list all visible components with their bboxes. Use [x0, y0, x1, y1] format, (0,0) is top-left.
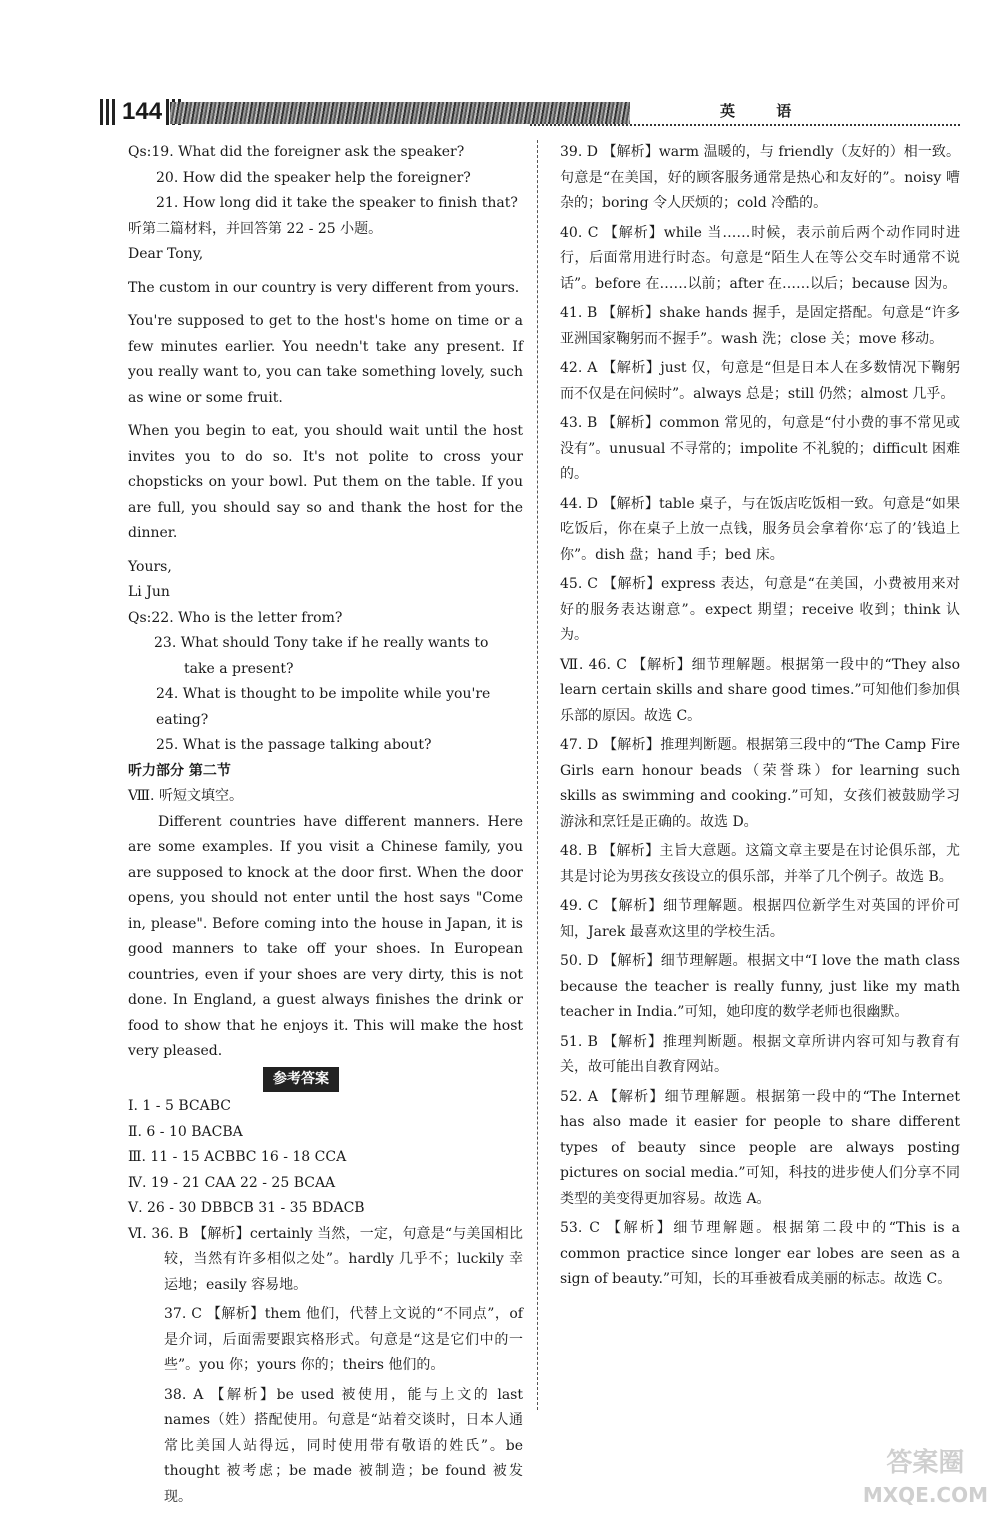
- question: 21. How long did it take the speaker to finish that?: [156, 195, 518, 211]
- question: 20. How did the speaker help the foreigner?: [156, 169, 471, 186]
- listening-passage: Different countries have different manners. Here are some examples. If you visit a Chinese family, you are supposed to knock at the door first. When the door opens, you should not enter until the host says "Come in, please". Before coming into the house in Japan, it is good manners to take off your shoes. In European countries, even if your shoes are very dirty, this is not done. In England, a guest always finishes the drink or food to show that he enjoys it. This will make the host very pleased.: [128, 813, 523, 1059]
- answer-line: Ⅰ. 1 - 5 BCABC: [128, 1098, 231, 1114]
- page-number: 144: [122, 98, 163, 125]
- header-rule: [530, 124, 960, 126]
- right-column: [560, 140, 960, 1297]
- letter-paragraph: You're supposed to get to the host's home on time or a few minutes earlier. You needn't take any present. If you really want to, you can take something lovely, such as wine or some fruit.: [128, 313, 523, 406]
- question: 25. What is the passage talking about?: [156, 737, 432, 753]
- letter-signature: Li Jun: [128, 584, 170, 600]
- watermark-text: 答案圈: [886, 1448, 965, 1478]
- letter-greeting: Dear Tony,: [128, 246, 204, 262]
- barcode-decoration: [100, 99, 118, 125]
- explanation-item: 53. C 【解析】细节理解题。根据第二段中的“This is a common practice since longer ear lobes are seen as a sign of beauty.”可知，长的耳垂被看成美丽的标志。故选 C。: [560, 1220, 960, 1287]
- letter-paragraph: When you begin to eat, you should wait until the host invites you to do so. It's not polite to cross your chopsticks on your bowl. Put them on the table. If you are full, you should say so and thank the host for the dinner.: [128, 423, 523, 541]
- left-column: [128, 140, 523, 1514]
- explanation-item: 48. B 【解析】主旨大意题。这篇文章主要是在讨论俱乐部，尤其是讨论为男孩女孩设立的俱乐部，并举了几个例子。故选 B。: [560, 843, 960, 885]
- question: Qs:19. What did the foreigner ask the speaker?: [128, 144, 465, 160]
- page-header: [100, 96, 960, 132]
- question: Qs:22. Who is the letter from?: [128, 609, 343, 626]
- section-title: 听力部分 第二节: [128, 762, 231, 779]
- explanation-item: 37. C 【解析】them 他们，代替上文说的“不同点”，of 是介词，后面需要跟宾格形式。句意是“这是它们中的一些”。you 你；yours 你的；theirs 他们的。: [164, 1306, 523, 1373]
- explanation-item: 49. C 【解析】细节理解题。根据四位新学生对英国的评价可知，Jarek 最喜欢这里的学校生活。: [560, 898, 960, 940]
- explanation-item: 42. A 【解析】just 仅，句意是“但是日本人在多数情况下鞠躬而不仅是在问候时”。always 总是；still 仍然；almost 几乎。: [560, 360, 960, 402]
- section-subtitle: Ⅷ. 听短文填空。: [128, 788, 243, 804]
- answer-line: Ⅴ. 26 - 30 DBBCB 31 - 35 BDACB: [128, 1200, 365, 1216]
- instruction: 听第二篇材料，并回答第 22 - 25 小题。: [128, 220, 383, 237]
- watermark-logo: [863, 1447, 988, 1511]
- watermark-url: MXQE.COM: [862, 1483, 988, 1507]
- question: 24. What is thought to be impolite while you're eating?: [156, 686, 491, 728]
- explanation-item: 52. A 【解析】细节理解题。根据第一段中的“The Internet has also made it easier for people to share different types of beauty since people are always posting pictures on social media.”可知，科技的进步使人们分享不同类型的美变得更加容易。故选 A。: [560, 1088, 960, 1207]
- answer-line: Ⅱ. 6 - 10 BACBA: [128, 1123, 243, 1140]
- explanation-item: 40. C 【解析】while 当……时候，表示前后两个动作同时进行，后面常用进行时态。句意是“陌生人在等公交车时通常不说话”。before 在……以前；after 在……以后；because 因为。: [560, 224, 960, 292]
- explanation-item: 50. D 【解析】细节理解题。根据文中“I love the math class because the teacher is really funny, just like my math teacher in India.”可知，她印度的数学老师也很幽默。: [560, 953, 960, 1020]
- explanation-item: 38. A 【解析】be used 被使用，能与上文的 last names（姓）搭配使用。句意是“站着交谈时，日本人通常比美国人站得远，同时使用带有敬语的姓氏”。be thought 被考虑；be made 被制造；be found 被发现。: [164, 1386, 523, 1505]
- explanation-item: 47. D 【解析】推理判断题。根据第三段中的“The Camp Fire Girls earn honour beads（荣誉珠）for learning such skills as swimming and cooking.”可知，女孩们被鼓励学习游泳和烹饪是正确的。故选 D。: [560, 737, 960, 830]
- subject-title: 英 语: [720, 102, 810, 120]
- question: 23. What should Tony take if he really wants to take a present?: [154, 635, 489, 677]
- explanation-item: 41. B 【解析】shake hands 握手，是固定搭配。句意是“许多亚洲国家鞠躬而不握手”。wash 洗；close 关；move 移动。: [560, 305, 960, 347]
- letter-closing: Yours,: [128, 558, 172, 575]
- explanation-item: 51. B 【解析】推理判断题。根据文章所讲内容可知与教育有关，故可能出自教育网站。: [560, 1033, 960, 1075]
- explanation-item: 44. D 【解析】table 桌子，与在饭店吃饭相一致。句意是“如果吃饭后，你在桌子上放一点钱，服务员会拿着你‘忘了的’钱追上你”。dish 盘；hand 手；bed 床。: [560, 495, 960, 563]
- letter: [128, 242, 523, 606]
- explanation-item: Ⅵ. 36. B 【解析】certainly 当然，一定，句意是“与美国相比较，当然有许多相似之处”。hardly 几乎不；luckily 幸运地；easily 容易地。: [128, 1225, 523, 1293]
- answer-line: Ⅳ. 19 - 21 CAA 22 - 25 BCAA: [128, 1174, 336, 1191]
- answer-line: Ⅲ. 11 - 15 ACBBC 16 - 18 CCA: [128, 1149, 347, 1165]
- explanation-item: Ⅶ. 46. C 【解析】细节理解题。根据第一段中的“They also learn certain skills and share good times.”可知他们参加俱乐部的原因。故选 C。: [560, 656, 960, 724]
- answer-key-title: 参考答案: [263, 1067, 339, 1093]
- header-texture-band: [170, 102, 630, 124]
- explanation-item: 43. B 【解析】common 常见的，句意是“付小费的事不常见或没有”。unusual 不寻常的；impolite 不礼貌的；difficult 困难的。: [560, 415, 960, 482]
- explanation-item: 39. D 【解析】warm 温暖的，与 friendly（友好的）相一致。句意是“在美国，好的顾客服务通常是热心和友好的”。noisy 嘈杂的；boring 令人厌烦的；cold 冷酷的。: [560, 144, 960, 211]
- letter-paragraph: The custom in our country is very different from yours.: [128, 279, 520, 296]
- explanation-item: 45. C 【解析】express 表达，句意是“在美国，小费被用来对好的服务表达谢意”。expect 期望；receive 收到；think 认为。: [560, 576, 960, 643]
- column-divider: [537, 140, 538, 1410]
